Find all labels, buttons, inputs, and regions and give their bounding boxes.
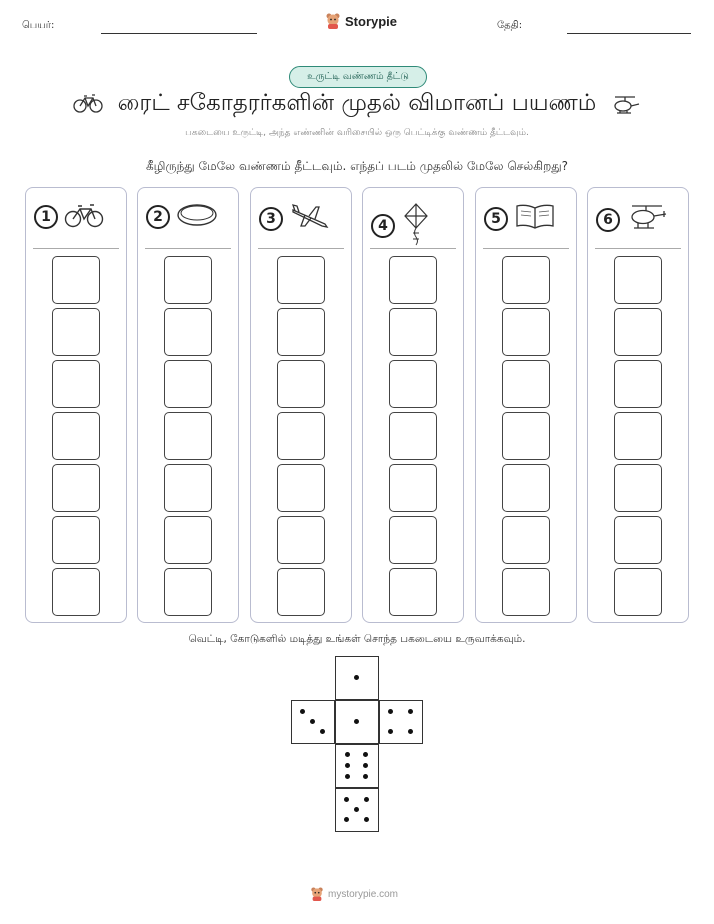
color-box[interactable]	[389, 568, 437, 616]
date-line[interactable]	[567, 33, 691, 34]
die-pip	[354, 719, 359, 724]
color-box[interactable]	[277, 308, 325, 356]
column-header	[259, 202, 331, 236]
color-box[interactable]	[164, 256, 212, 304]
column-4	[362, 187, 464, 623]
kite-icon	[401, 202, 431, 250]
column-divider	[483, 248, 569, 249]
die-pip	[363, 774, 368, 779]
color-box[interactable]	[52, 412, 100, 460]
color-box[interactable]	[614, 412, 662, 460]
die-face-1	[335, 700, 379, 744]
column-divider	[595, 248, 681, 249]
column-divider	[258, 248, 344, 249]
color-box[interactable]	[502, 516, 550, 564]
color-box[interactable]	[52, 360, 100, 408]
color-box[interactable]	[52, 516, 100, 564]
die-face-3	[291, 700, 335, 744]
color-box[interactable]	[164, 568, 212, 616]
die-pip	[354, 807, 359, 812]
bear-mascot-icon	[325, 12, 341, 30]
column-header	[371, 202, 431, 250]
color-box[interactable]	[164, 412, 212, 460]
brand-logo	[325, 12, 397, 30]
color-box[interactable]	[389, 464, 437, 512]
column-header	[596, 202, 668, 238]
color-box[interactable]	[164, 516, 212, 564]
column-divider	[370, 248, 456, 249]
column-header	[34, 202, 104, 232]
color-box[interactable]	[614, 360, 662, 408]
airplane-icon	[289, 202, 331, 236]
helicopter-icon	[626, 202, 668, 238]
column-6	[587, 187, 689, 623]
die-pip	[320, 729, 325, 734]
die-pip	[344, 817, 349, 822]
color-box[interactable]	[614, 516, 662, 564]
die-pip	[310, 719, 315, 724]
color-box[interactable]	[614, 308, 662, 356]
cut-instruction: வெட்டி, கோடுகளில் மடித்து உங்கள் சொந்த பகடையை உருவாக்கவும்.	[188, 633, 526, 645]
column-number: 1	[34, 205, 58, 229]
name-line[interactable]	[101, 33, 257, 34]
color-box[interactable]	[389, 256, 437, 304]
column-header	[484, 202, 556, 236]
color-box[interactable]	[164, 308, 212, 356]
die-pip	[388, 729, 393, 734]
die-pip	[363, 763, 368, 768]
die-pip	[408, 729, 413, 734]
die-face-6	[335, 744, 379, 788]
color-box[interactable]	[277, 360, 325, 408]
book-icon	[514, 202, 556, 236]
color-box[interactable]	[614, 256, 662, 304]
subtitle: பகடையை உருட்டி, அந்த எண்ணின் வரிசையில் ஒரு பெட்டிக்கு வண்ணம் தீட்டவும்.	[185, 128, 529, 138]
color-box[interactable]	[502, 360, 550, 408]
die-pip	[344, 797, 349, 802]
column-number: 3	[259, 207, 283, 231]
column-header	[146, 202, 218, 232]
bear-mascot-icon	[310, 886, 324, 902]
column-number: 6	[596, 208, 620, 232]
footer	[310, 886, 398, 902]
color-box[interactable]	[277, 412, 325, 460]
die-pip	[388, 709, 393, 714]
bicycle-icon	[64, 202, 104, 232]
coin-icon	[176, 202, 218, 232]
die-face-1	[335, 656, 379, 700]
color-box[interactable]	[164, 360, 212, 408]
column-1	[25, 187, 127, 623]
column-number: 2	[146, 205, 170, 229]
helicopter-icon	[609, 94, 641, 118]
date-label: தேதி:	[497, 20, 523, 31]
color-box[interactable]	[389, 360, 437, 408]
color-box[interactable]	[52, 464, 100, 512]
activity-badge: உருட்டி வண்ணம் தீட்டு	[289, 66, 427, 88]
die-pip	[354, 675, 359, 680]
column-2	[137, 187, 239, 623]
column-5	[475, 187, 577, 623]
color-box[interactable]	[52, 256, 100, 304]
die-face-5	[335, 788, 379, 832]
die-pip	[408, 709, 413, 714]
color-box[interactable]	[389, 516, 437, 564]
column-number: 5	[484, 207, 508, 231]
color-box[interactable]	[277, 464, 325, 512]
die-face-4	[379, 700, 423, 744]
color-box[interactable]	[614, 568, 662, 616]
page-title: ரைட் சகோதரர்களின் முதல் விமானப் பயணம்	[117, 90, 597, 116]
color-box[interactable]	[389, 308, 437, 356]
footer-url[interactable]: mystorypie.com	[328, 888, 399, 900]
column-divider	[33, 248, 119, 249]
color-box[interactable]	[277, 256, 325, 304]
color-box[interactable]	[52, 568, 100, 616]
die-pip	[300, 709, 305, 714]
color-box[interactable]	[277, 568, 325, 616]
brand-name: Storypie	[345, 13, 398, 29]
color-box[interactable]	[502, 308, 550, 356]
name-label: பெயர்:	[22, 20, 55, 31]
color-box[interactable]	[502, 412, 550, 460]
column-number: 4	[371, 214, 395, 238]
die-pip	[363, 752, 368, 757]
color-box[interactable]	[502, 464, 550, 512]
die-pip	[364, 797, 369, 802]
color-box[interactable]	[277, 516, 325, 564]
color-box[interactable]	[164, 464, 212, 512]
color-box[interactable]	[389, 412, 437, 460]
die-pip	[345, 752, 350, 757]
question: கீழிருந்து மேலே வண்ணம் தீட்டவும். எந்தப் படம் முதலில் மேலே செல்கிறது?	[145, 159, 569, 173]
column-3	[250, 187, 352, 623]
color-box[interactable]	[502, 256, 550, 304]
die-pip	[364, 817, 369, 822]
column-divider	[145, 248, 231, 249]
color-box[interactable]	[502, 568, 550, 616]
color-box[interactable]	[52, 308, 100, 356]
color-box[interactable]	[614, 464, 662, 512]
die-pip	[345, 763, 350, 768]
die-pip	[345, 774, 350, 779]
